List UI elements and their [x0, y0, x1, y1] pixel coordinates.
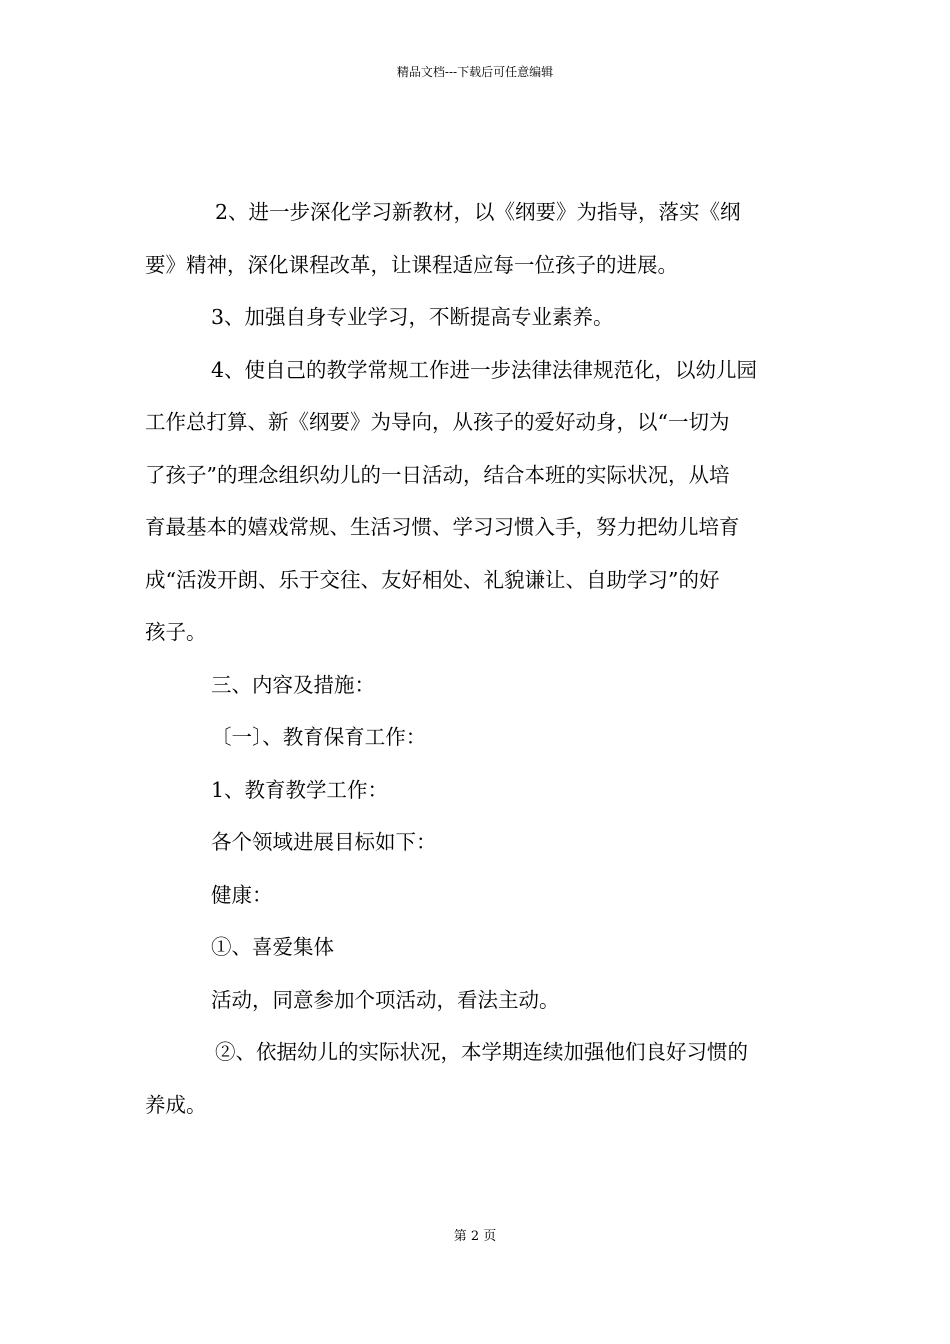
paragraph-line: 育最基本的嬉戏常规、生活习惯、学习习惯入手，努力把幼儿培育 — [145, 515, 740, 539]
paragraph-line: 1、教育教学工作： — [211, 777, 389, 802]
paragraph-line: 孩子。 — [145, 620, 207, 644]
paragraph-line: 要》精神，深化课程改革，让课程适应每一位孩子的进展。 — [145, 252, 678, 277]
paragraph-line: 各个领域进展目标如下： — [211, 830, 437, 854]
paragraph-line: 2、进一步深化学习新教材，以《纲要》为指导，落实《纲 — [215, 200, 741, 224]
page-number: 第 2 页 — [453, 1229, 497, 1244]
paragraph-line: 健康： — [211, 882, 273, 907]
page-header: 精品文档---下载后可任意编辑 — [396, 65, 554, 79]
paragraph-line: 养成。 — [145, 1092, 207, 1117]
paragraph-line: 工作总打算、新《纲要》为导向，从孩子的爱好动身，以“一切为 — [145, 410, 730, 434]
paragraph-line: 成“活泼开朗、乐于交往、友好相处、礼貌谦让、自助学习”的好 — [145, 567, 720, 592]
subsection-heading: 〔一〕、教育保育工作： — [211, 725, 427, 749]
paragraph-line: 活动，同意参加个项活动，看法主动。 — [211, 987, 560, 1012]
paragraph-line: 4、使自己的教学常规工作进一步法律法律规范化，以幼儿园 — [211, 357, 758, 382]
paragraph-line: 3、加强自身专业学习，不断提高专业素养。 — [211, 305, 614, 329]
paragraph-line: 了孩子”的理念组织幼儿的一日活动，结合本班的实际状况，从培 — [145, 462, 730, 487]
document-body — [145, 186, 815, 1131]
paragraph-line: ②、依据幼儿的实际状况，本学期连续加强他们良好习惯的 — [215, 1040, 748, 1064]
section-heading: 三、内容及措施： — [211, 672, 375, 697]
paragraph-line: ①、喜爱集体 — [211, 935, 334, 959]
